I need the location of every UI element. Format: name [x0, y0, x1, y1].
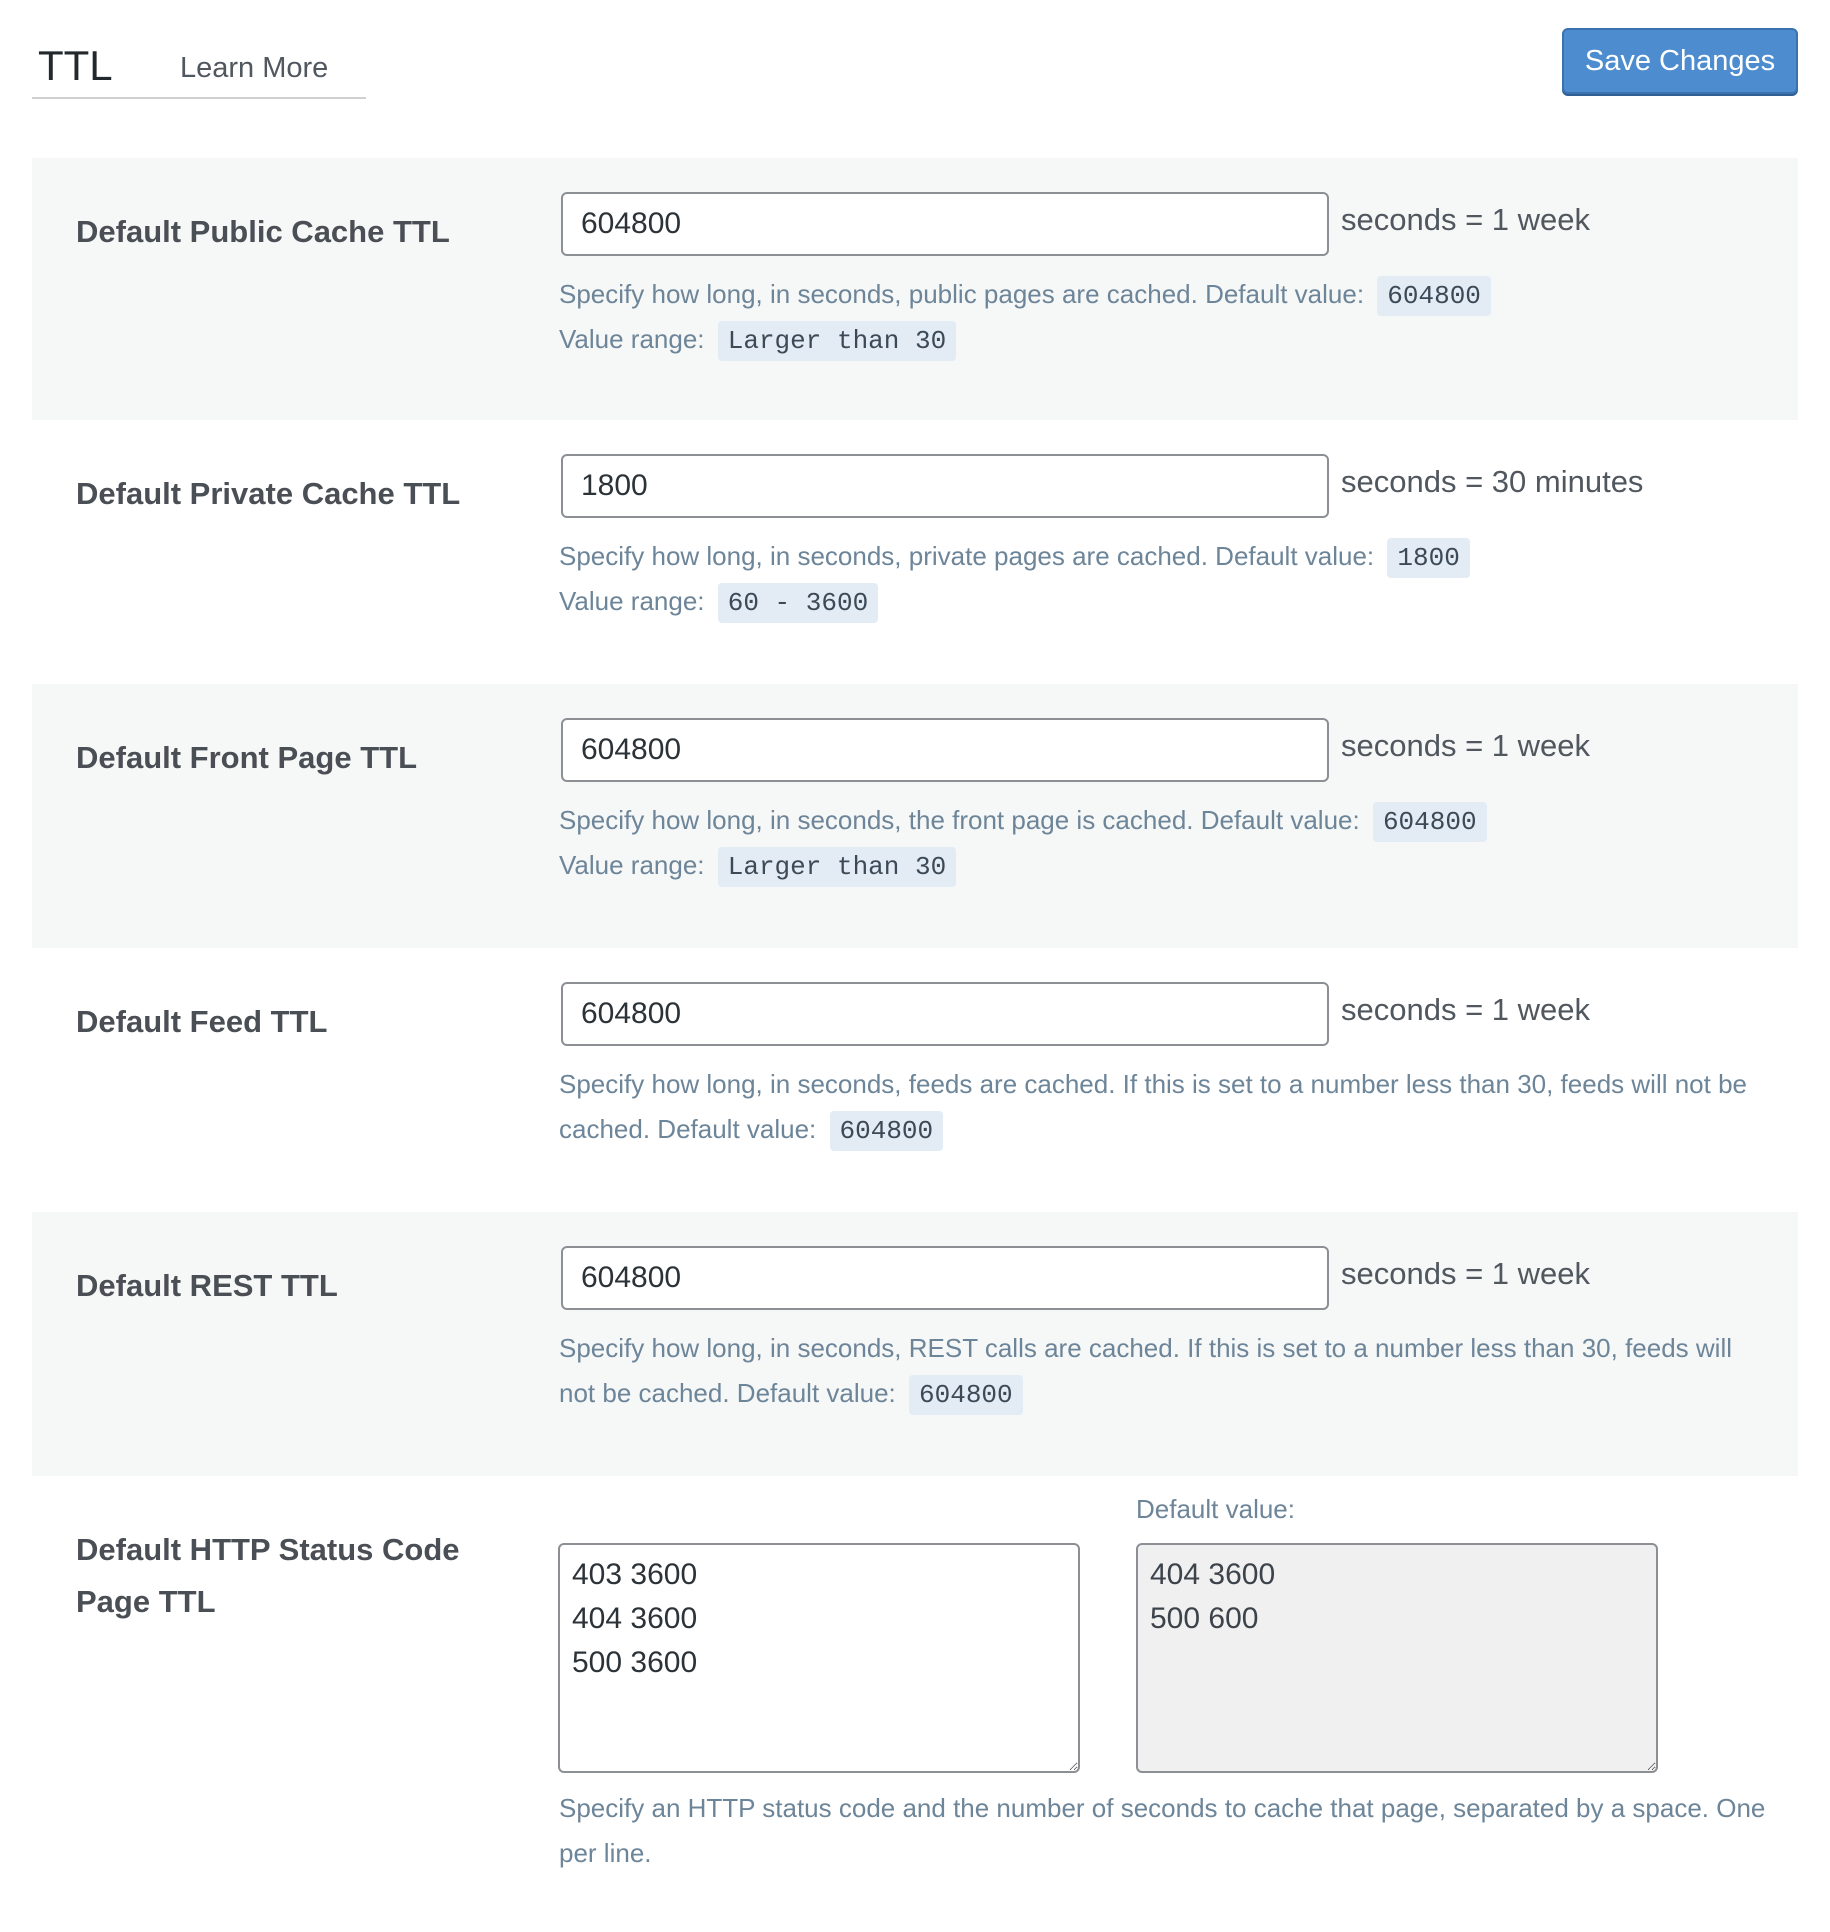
setting-label: Default Feed TTL [76, 1004, 328, 1039]
save-changes-button[interactable]: Save Changes [1562, 28, 1798, 94]
http-status-default-textarea [1136, 1543, 1658, 1773]
default-value-badge: 604800 [830, 1111, 944, 1151]
default-value-badge: 604800 [1377, 276, 1491, 316]
range-label: Value range: [559, 586, 705, 616]
description-text: Specify how long, in seconds, public pages are cached. Default value: [559, 279, 1365, 309]
setting-row-private-cache-ttl [32, 420, 1798, 684]
setting-label-line: Page TTL [76, 1584, 216, 1619]
http-status-ttl-textarea[interactable] [558, 1543, 1080, 1773]
setting-description: Specify an HTTP status code and the number of seconds to cache that page, separated by a space. One per line. [559, 1793, 1766, 1868]
public-cache-ttl-input[interactable] [561, 192, 1329, 256]
setting-row-public-cache-ttl [32, 158, 1798, 420]
page-title: TTL [38, 42, 113, 89]
setting-description [559, 798, 1769, 888]
value-range-badge: 60 - 3600 [718, 583, 878, 623]
default-value-badge: 604800 [1373, 802, 1487, 842]
setting-label: Default REST TTL [76, 1268, 338, 1303]
setting-label [76, 1524, 516, 1628]
setting-label-line: Default HTTP Status Code [76, 1532, 460, 1567]
setting-description [559, 1062, 1769, 1152]
default-value-label: Default value: [1136, 1494, 1295, 1524]
description-text: Specify how long, in seconds, private pages are cached. Default value: [559, 541, 1375, 571]
setting-label: Default Private Cache TTL [76, 476, 461, 511]
setting-description [559, 1326, 1769, 1416]
setting-row-http-status-ttl [32, 1476, 1798, 1932]
default-value-badge: 1800 [1387, 538, 1469, 578]
unit-text: seconds = 30 minutes [1341, 464, 1644, 499]
setting-row-rest-ttl [32, 1212, 1798, 1476]
rest-ttl-input[interactable] [561, 1246, 1329, 1310]
setting-label: Default Front Page TTL [76, 740, 417, 775]
title-tabs [32, 30, 366, 99]
description-text: Specify how long, in seconds, the front page is cached. Default value: [559, 805, 1360, 835]
setting-row-front-page-ttl [32, 684, 1798, 948]
feed-ttl-input[interactable] [561, 982, 1329, 1046]
value-range-badge: Larger than 30 [718, 321, 956, 361]
value-range-badge: Larger than 30 [718, 847, 956, 887]
range-label: Value range: [559, 850, 705, 880]
setting-row-feed-ttl [32, 948, 1798, 1212]
setting-description [559, 534, 1769, 624]
description-text: Specify how long, in seconds, REST calls are cached. If this is set to a number less than 30, feeds will not be cached. Default value: [559, 1333, 1732, 1408]
front-page-ttl-input[interactable] [561, 718, 1329, 782]
default-value-badge: 604800 [909, 1375, 1023, 1415]
unit-text: seconds = 1 week [1341, 728, 1591, 763]
unit-text: seconds = 1 week [1341, 202, 1591, 237]
setting-label: Default Public Cache TTL [76, 214, 450, 249]
range-label: Value range: [559, 324, 705, 354]
header [32, 0, 1798, 110]
unit-text: seconds = 1 week [1341, 992, 1591, 1027]
description-text: Specify how long, in seconds, feeds are cached. If this is set to a number less than 30, feeds will not be cached. Default value: [559, 1069, 1748, 1144]
unit-text: seconds = 1 week [1341, 1256, 1591, 1291]
setting-description [559, 272, 1769, 362]
private-cache-ttl-input[interactable] [561, 454, 1329, 518]
learn-more-link[interactable]: Learn More [180, 52, 329, 84]
